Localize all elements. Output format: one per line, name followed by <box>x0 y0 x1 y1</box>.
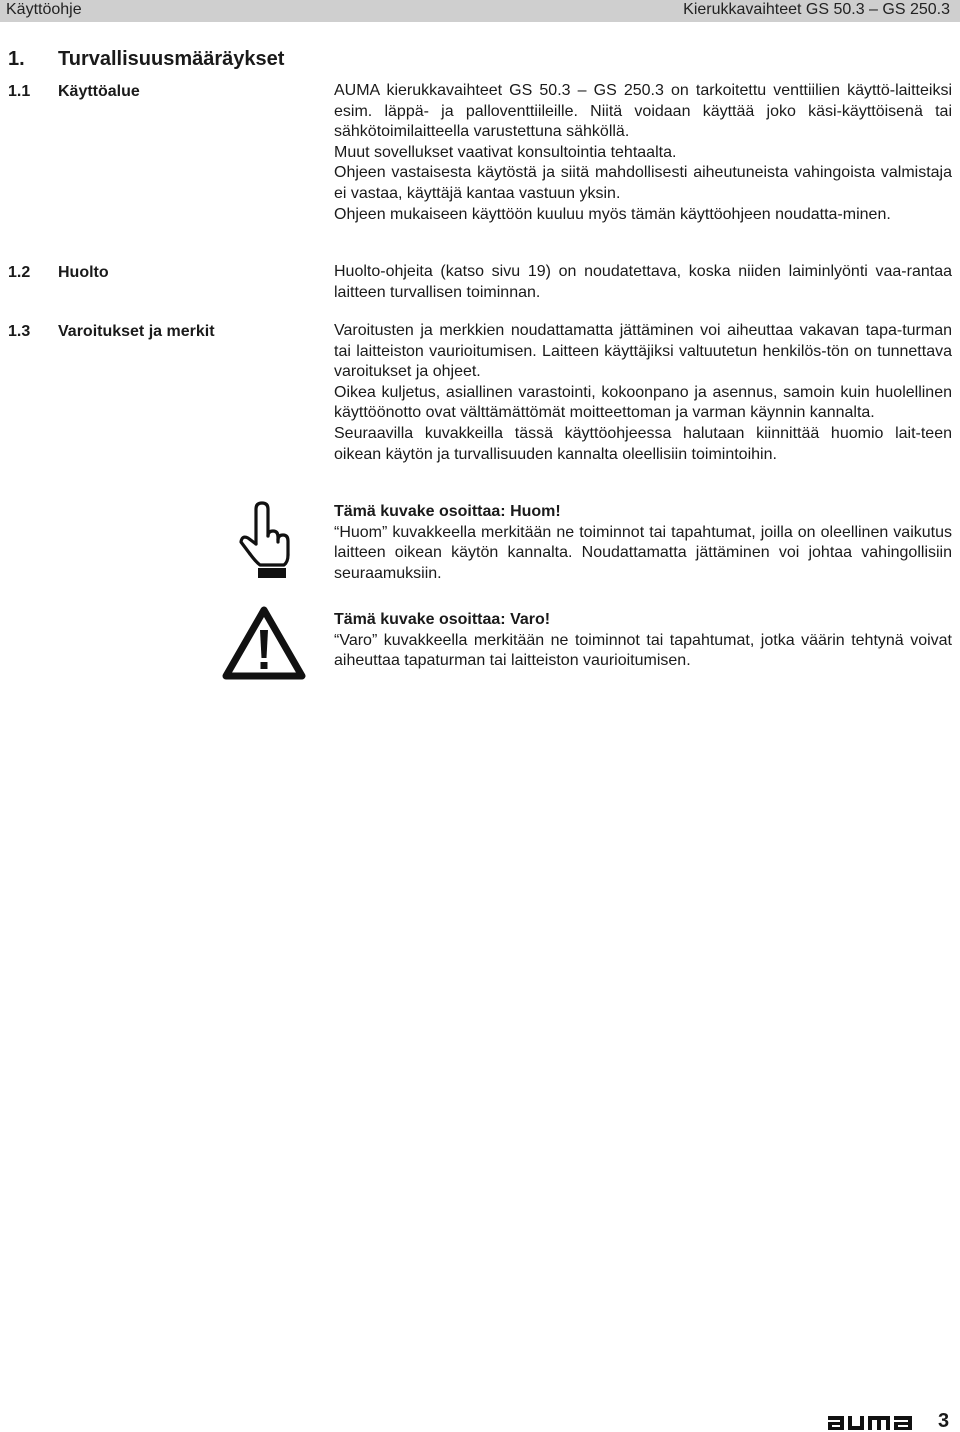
notice-huom <box>334 502 952 584</box>
paragraph: Muut sovellukset vaativat konsultointia tehtaalta. <box>334 143 677 161</box>
page-header <box>0 0 960 22</box>
section-body-kayttoalue <box>334 81 952 225</box>
section-title-varoitukset: Varoitukset ja merkit <box>58 323 215 340</box>
paragraph: Ohjeen mukaiseen käyttöön kuuluu myös tämän käyttöohjeen noudatta-minen. <box>334 205 891 223</box>
paragraph: Huolto-ohjeita (katso sivu 19) on noudatettava, koska niiden laiminlyönti vaa-rantaa laitteen turvallisen toiminnan. <box>334 263 952 301</box>
section-number: 1.1 <box>8 83 31 100</box>
warning-triangle-icon <box>222 604 306 680</box>
notice-text: “Varo” kuvakkeella merkitään ne toiminnot tai tapahtumat, jotka väärin tehtynä voivat aiheuttaa tapaturman tai laitteiston vaurioitumisen. <box>334 631 952 670</box>
section-title-huolto: Huolto <box>58 264 109 281</box>
notice-title: Tämä kuvake osoittaa: Huom! <box>334 503 561 520</box>
chapter-title: Turvallisuusmääräykset <box>58 48 285 70</box>
pointing-hand-icon <box>236 500 292 582</box>
auma-logo <box>826 1412 914 1432</box>
section-title-kayttoalue: Käyttöalue <box>58 83 140 100</box>
paragraph: AUMA kierukkavaihteet GS 50.3 – GS 250.3 on tarkoitettu venttiilien käyttö-laitteiksi esim. läppä- ja palloventtiileille. Niitä voidaan käyttää joko käsi-käyttöisenä tai sähkötoimilaitteella varustettuna sähköllä. <box>334 82 952 141</box>
header-doc-type: Käyttöohje <box>6 1 82 18</box>
section-number: 1.3 <box>8 323 31 340</box>
paragraph: Varoitusten ja merkkien noudattamatta jättäminen voi aiheuttaa vakavan tapa-turman tai laitteiston vaurioitumisen. Laitteen käyttäjiksi valtuutetun henkilös-tön on tunnettava varoitukset ja ohjeet. <box>334 322 952 381</box>
paragraph: Ohjeen vastaisesta käytöstä ja siitä mahdollisesti aiheutuneista vahingoista valmistaja ei vastaa, käyttäjä kantaa vastuun yksin. <box>334 164 952 202</box>
chapter-number: 1. <box>8 48 25 70</box>
header-product: Kierukkavaihteet GS 50.3 – GS 250.3 <box>683 1 950 18</box>
paragraph: Oikea kuljetus, asiallinen varastointi, kokoonpano ja asennus, samoin kuin huolellinen käyttöönotto ovat välttämättömät moitteettoman ja varman käynnin kannalta. <box>334 383 952 422</box>
notice-text: “Huom” kuvakkeella merkitään ne toiminnot tai tapahtumat, joilla on oleellinen vaikutus laitteen oikean käytön kannalta. Noudattamatta jättäminen voi johtaa vahingollisiin seuraamuksiin. <box>334 523 952 582</box>
section-body-varoitukset <box>334 321 952 465</box>
page-number: 3 <box>938 1410 950 1432</box>
notice-title: Tämä kuvake osoittaa: Varo! <box>334 611 551 628</box>
notice-varo <box>334 610 952 672</box>
paragraph: Seuraavilla kuvakkeilla tässä käyttöohjeessa halutaan kiinnittää huomio lait-teen oikean käytön ja turvallisuuden kannalta oleellisiin toimintoihin. <box>334 424 952 463</box>
section-body-huolto <box>334 262 952 303</box>
section-number: 1.2 <box>8 264 31 281</box>
